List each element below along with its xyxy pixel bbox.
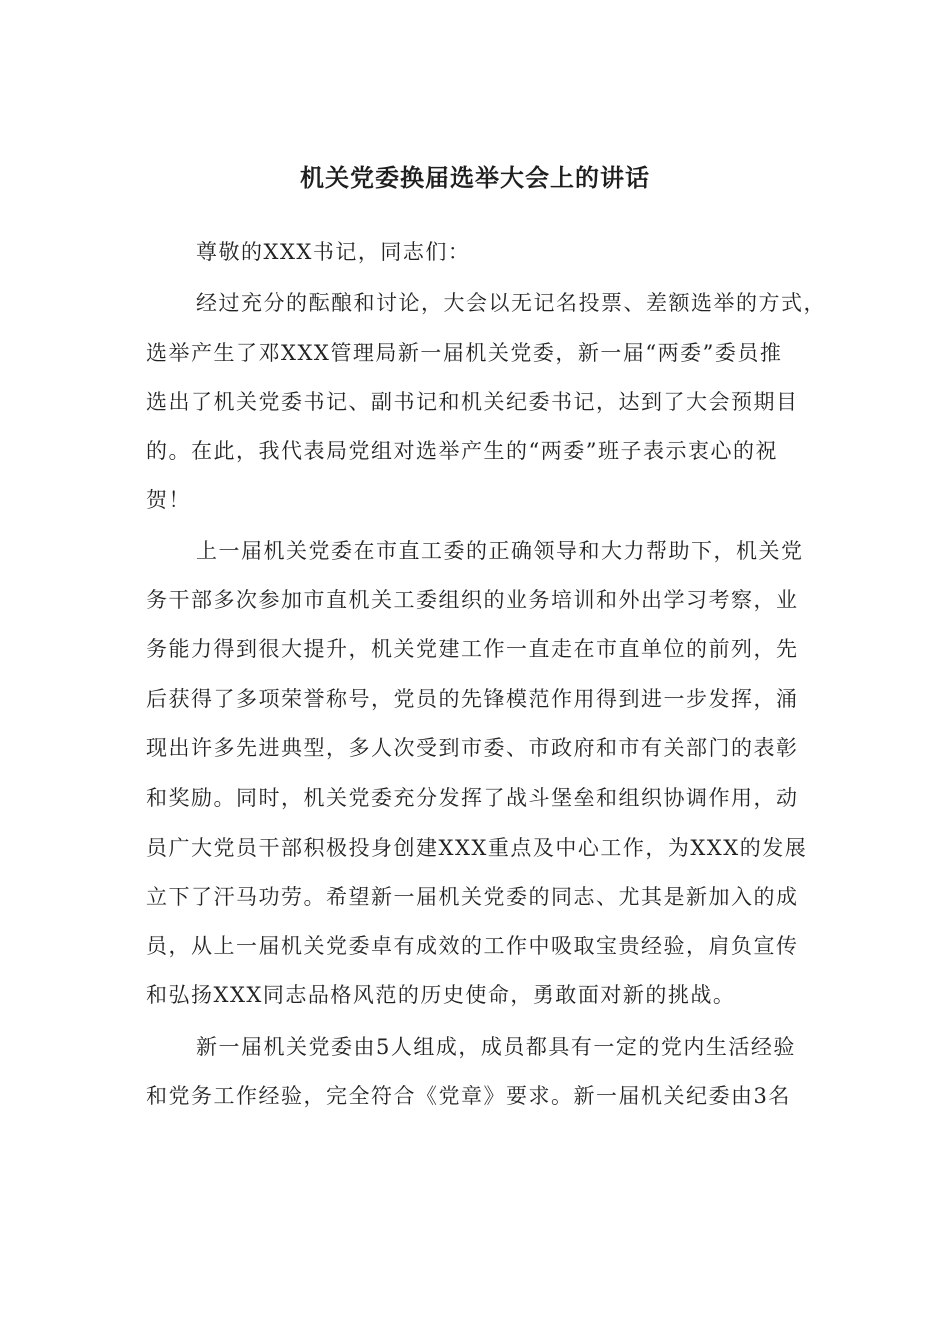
paragraph-line: 员广大党员干部积极投身创建XXX重点及中心工作，为XXX的发展	[146, 836, 808, 860]
paragraph-line: 立下了汗马功劳。希望新一届机关党委的同志、尤其是新加入的成	[146, 885, 799, 909]
paragraph-line: 经过充分的酝酿和讨论，大会以无记名投票、差额选举的方式，	[196, 291, 826, 315]
paragraph-line: 贺！	[146, 488, 191, 512]
paragraph-line: 选出了机关党委书记、副书记和机关纪委书记，达到了大会预期目	[146, 390, 799, 414]
paragraph-line: 务能力得到很大提升，机关党建工作一直走在市直单位的前列，先	[146, 637, 799, 661]
paragraph-line: 和弘扬XXX同志品格风范的历史使命，勇敢面对新的挑战。	[146, 983, 736, 1007]
paragraph-line: 和奖励。同时，机关党委充分发挥了战斗堡垒和组织协调作用，动	[146, 786, 799, 810]
paragraph-line: 后获得了多项荣誉称号，党员的先锋模范作用得到进一步发挥，涌	[146, 687, 799, 711]
paragraph-line: 的。在此，我代表局党组对选举产生的“两委”班子表示衷心的祝	[146, 439, 778, 463]
paragraph-line: 务干部多次参加市直机关工委组织的业务培训和外出学习考察，业	[146, 588, 799, 612]
salutation: 尊敬的XXX书记，同志们：	[196, 240, 471, 264]
paragraph-line: 现出许多先进典型，多人次受到市委、市政府和市有关部门的表彰	[146, 736, 799, 760]
paragraph-line: 员，从上一届机关党委卓有成效的工作中吸取宝贵经验，肩负宣传	[146, 934, 799, 958]
paragraph-line: 上一届机关党委在市直工委的正确领导和大力帮助下，机关党	[196, 539, 804, 563]
paragraph-line: 新一届机关党委由5人组成，成员都具有一定的党内生活经验	[196, 1035, 796, 1059]
paragraph-line: 和党务工作经验，完全符合《党章》要求。新一届机关纪委由3名	[146, 1084, 791, 1108]
paragraph-line: 选举产生了邓XXX管理局新一届机关党委，新一届“两委”委员推	[146, 341, 783, 365]
page-title: 机关党委换届选举大会上的讲话	[300, 164, 650, 192]
